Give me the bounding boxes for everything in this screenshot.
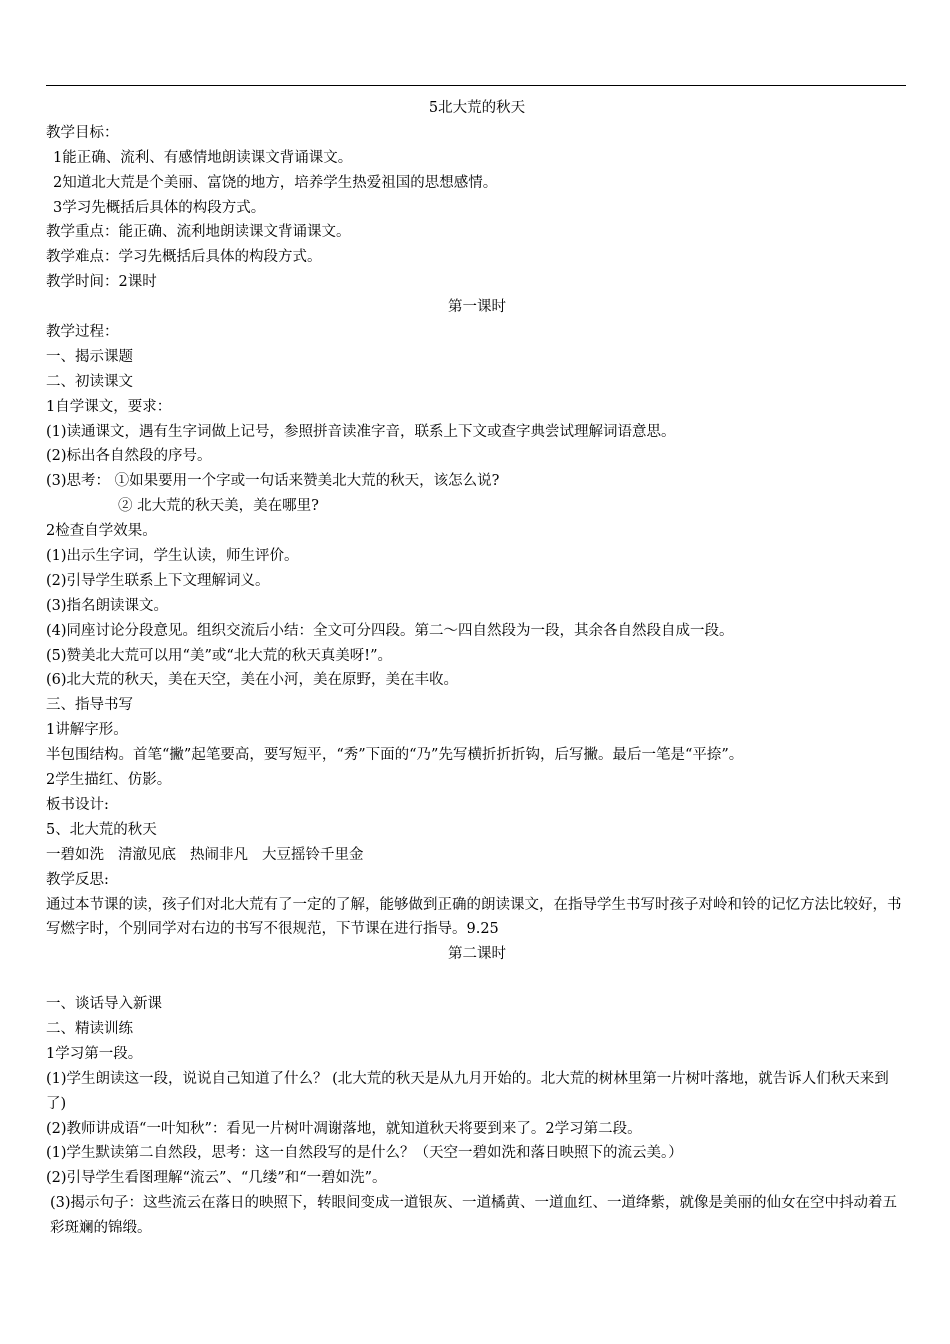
board-word: 清澈见底 bbox=[118, 846, 176, 863]
lesson1-line: (4)同座讨论分段意见。组织交流后小结：全文可分四段。第二～四自然段为一段，其余各自然段自成一段。 bbox=[46, 622, 734, 639]
document-body bbox=[46, 96, 908, 1241]
objectives-heading: 教学目标： bbox=[46, 124, 119, 141]
objective-item: 2知道北大荒是个美丽、富饶的地方，培养学生热爱祖国的思想感情。 bbox=[53, 174, 498, 191]
teaching-time: 教学时间：2课时 bbox=[46, 274, 157, 291]
lesson1-line: (1)出示生字词，学生认读，师生评价。 bbox=[46, 548, 299, 565]
lesson1-line: 2学生描红、仿影。 bbox=[46, 772, 172, 789]
header-rule bbox=[46, 85, 906, 86]
lesson1-line: 1讲解字形。 bbox=[46, 722, 128, 739]
board-word: 大豆摇铃千里金 bbox=[262, 846, 364, 863]
lesson2-line: 二、精读训练 bbox=[46, 1020, 133, 1037]
lesson1-line: 二、初读课文 bbox=[46, 373, 133, 390]
reflection-text: 通过本节课的读，孩子们对北大荒有了一定的了解，能够做到正确的朗读课文，在指导学生书写时孩子对岭和铃的记忆方法比较好，书写燃字时，个别同学对右边的书写不很规范，下节课在进行指导。9.25 bbox=[46, 896, 902, 938]
process-heading: 教学过程： bbox=[46, 324, 119, 341]
lesson1-line: 半包围结构。首笔“撇”起笔要高，要写短平，“秀”下面的“乃”先写横折折折钩，后写撇。最后一笔是“平捺”。 bbox=[46, 747, 744, 764]
lesson2-line: 1学习第一段。 bbox=[46, 1045, 143, 1062]
reflection-heading: 教学反思: bbox=[46, 871, 109, 888]
lesson1-line: 三、指导书写 bbox=[46, 697, 133, 714]
document-title: 5北大荒的秋天 bbox=[428, 100, 526, 116]
lesson2-line: (1)学生默读第二自然段，思考：这一自然段写的是什么？（天空一碧如洗和落日映照下的流云美。） bbox=[46, 1145, 683, 1162]
lesson1-line: 1自学课文，要求： bbox=[46, 398, 172, 415]
lesson2-heading: 第二课时 bbox=[448, 946, 506, 963]
lesson1-line: 板书设计: bbox=[46, 796, 109, 813]
lesson2-paragraph: (3)揭示句子：这些流云在落日的映照下，转眼间变成一道银灰、一道橘黄、一道血红、一道绛紫，就像是美丽的仙女在空中抖动着五彩斑斓的锦缎。 bbox=[50, 1195, 898, 1237]
board-design-words bbox=[46, 843, 908, 868]
board-word: 热闹非凡 bbox=[190, 846, 248, 863]
lesson1-line: (3)思考： ①如果要用一个字或一句话来赞美北大荒的秋天，该怎么说? bbox=[46, 473, 500, 490]
lesson1-line: (2)引导学生联系上下文理解词义。 bbox=[46, 572, 270, 589]
objective-item: 1能正确、流利、有感情地朗读课文背诵课文。 bbox=[53, 149, 353, 166]
lesson1-line: (3)指名朗读课文。 bbox=[46, 597, 169, 614]
key-point: 教学重点：能正确、流利地朗读课文背诵课文。 bbox=[46, 224, 351, 241]
lesson2-line: 一、谈话导入新课 bbox=[46, 996, 162, 1013]
lesson2-line: (2)引导学生看图理解“流云”、“几缕”和“一碧如洗”。 bbox=[46, 1170, 387, 1187]
think-item-2: ② 北大荒的秋天美，美在哪里? bbox=[118, 498, 319, 515]
lesson1-line: 2检查自学效果。 bbox=[46, 523, 157, 540]
objective-item: 3学习先概括后具体的构段方式。 bbox=[53, 199, 266, 216]
lesson1-heading: 第一课时 bbox=[448, 299, 506, 316]
lesson2-line: (2)教师讲成语“一叶知秋”：看见一片树叶凋谢落地，就知道秋天将要到来了。2学习第二段。 bbox=[46, 1120, 642, 1137]
lesson1-line: (1)读通课文，遇有生字词做上记号，参照拼音读准字音，联系上下文或查字典尝试理解词语意思。 bbox=[46, 423, 676, 440]
lesson1-line: 5、北大荒的秋天 bbox=[46, 821, 157, 838]
lesson1-line: (5)赞美北大荒可以用“美”或“北大荒的秋天真美呀!”。 bbox=[46, 647, 393, 664]
lesson1-line: (6)北大荒的秋天，美在天空，美在小河，美在原野，美在丰收。 bbox=[46, 672, 459, 689]
lesson1-line: (2)标出各自然段的序号。 bbox=[46, 448, 212, 465]
difficulty: 教学难点：学习先概括后具体的构段方式。 bbox=[46, 249, 322, 266]
blank-line bbox=[46, 967, 908, 992]
lesson1-line: 一、揭示课题 bbox=[46, 348, 133, 365]
lesson2-paragraph: (1)学生朗读这一段，说说自己知道了什么？ (北大荒的秋天是从九月开始的。北大荒的树林里第一片树叶落地，就告诉人们秋天来到了) bbox=[46, 1070, 889, 1112]
board-word: 一碧如洗 bbox=[46, 846, 104, 863]
